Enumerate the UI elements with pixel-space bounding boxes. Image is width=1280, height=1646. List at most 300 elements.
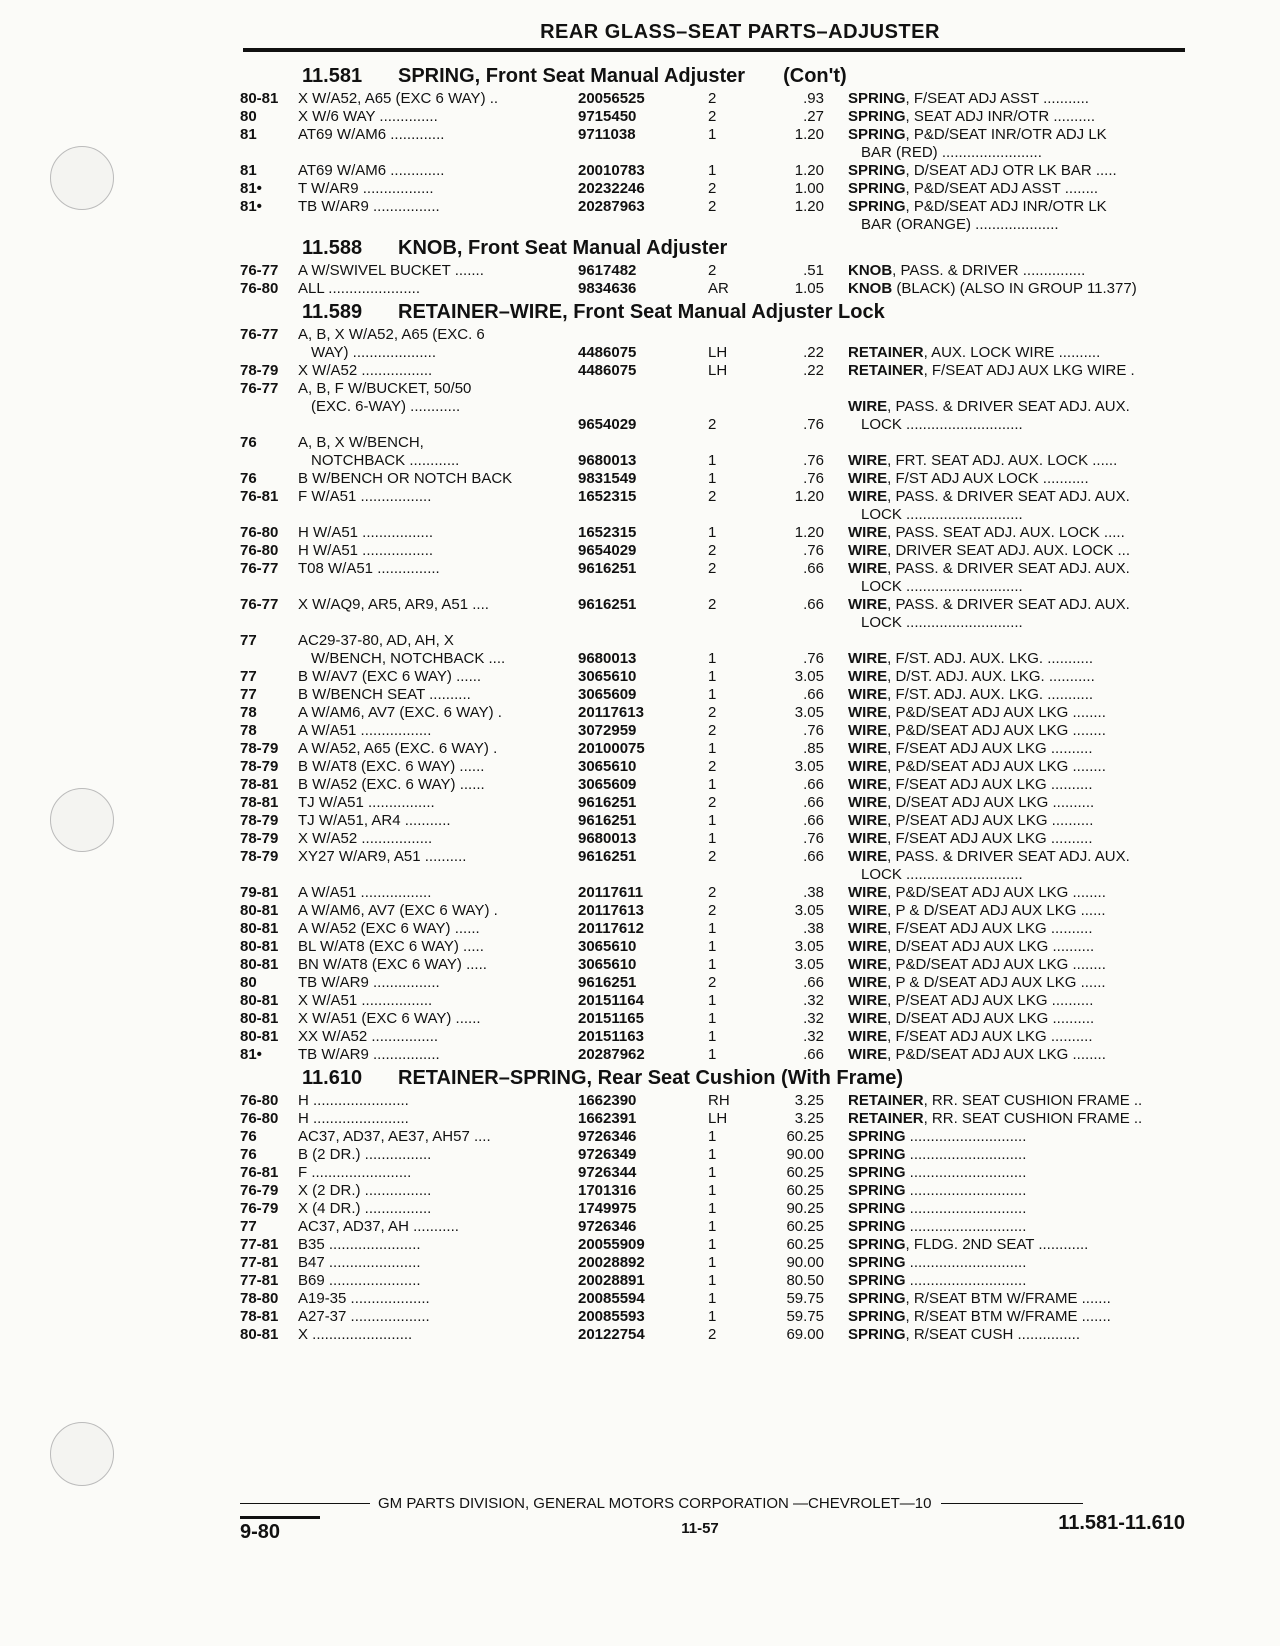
model-line: A W/A51 ................. [298,722,432,739]
column-gap [824,180,848,198]
model-year: 76-77 [240,326,279,343]
quantity: 1 [708,126,717,143]
model-year: 76 [240,434,257,451]
model-application [298,180,578,198]
quantity: 1 [708,668,717,685]
model-application [298,524,578,542]
price: .66 [803,1046,824,1063]
price: .32 [803,992,824,1009]
part-number: 9726346 [578,1128,637,1145]
description-keyword: WIRE [848,884,888,901]
model-line: F W/A51 ................. [298,488,432,505]
column-gap [824,1128,848,1146]
column-gap [824,938,848,956]
part-description [848,1272,1210,1290]
description-text: , PASS. & DRIVER ............... [892,262,1086,279]
column-gap [824,1010,848,1028]
model-line: X W/A51 (EXC 6 WAY) ...... [298,1010,481,1027]
price: .22 [803,362,824,379]
description-text: , F/SEAT ADJ AUX LKG .......... [887,740,1093,757]
price: 3.05 [794,938,824,955]
model-application [298,90,578,108]
model-application [298,848,578,884]
description-continuation: LOCK ............................ [861,578,1023,595]
model-line: A W/AM6, AV7 (EXC 6 WAY) . [298,902,498,919]
column-gap [824,362,848,380]
part-description [848,956,1210,974]
description-keyword: SPRING [848,1164,906,1181]
column-gap [824,1326,848,1344]
description-text: ............................ [905,1164,1027,1181]
description-text: , F/SEAT ADJ AUX LKG .......... [887,830,1093,847]
price: .76 [803,452,824,469]
model-line: AC37, AD37, AE37, AH57 .... [298,1128,491,1145]
part-description [848,380,1210,434]
part-description [848,524,1210,542]
description-text: , P&D/SEAT ADJ AUX LKG ........ [887,884,1106,901]
description-text: , PASS. & DRIVER SEAT ADJ. AUX. [887,596,1130,613]
description-keyword: WIRE [848,992,888,1009]
section-number: 11.588 [302,237,363,259]
description-keyword: WIRE [848,848,888,865]
description-keyword: WIRE [848,668,888,685]
description-line [848,1182,1210,1200]
description-keyword: WIRE [848,758,888,775]
footer-range: 11.581-11.610 [1058,1512,1185,1534]
model-line: T W/AR9 ................. [298,180,434,197]
quantity: LH [708,1110,728,1127]
section-11-588 [240,234,1190,298]
description-keyword: SPRING [848,90,906,107]
table-row [240,1236,1190,1254]
model-application [298,884,578,902]
part-number: 4486075 [578,344,637,361]
description-text: , F/ST. ADJ. AUX. LKG. ........... [887,650,1094,667]
part-description [848,1046,1210,1064]
part-number: 20151163 [578,1028,644,1045]
part-description [848,1254,1210,1272]
part-number: 20117613 [578,704,644,721]
description-line [848,884,1210,902]
model-application [298,812,578,830]
quantity: 2 [708,416,717,433]
description-line [848,1236,1210,1254]
model-line: A W/A52, A65 (EXC. 6 WAY) . [298,740,498,757]
description-line [848,90,1210,108]
description-text: , P&D/SEAT ADJ AUX LKG ........ [887,1046,1106,1063]
description-text: , PASS. & DRIVER SEAT ADJ. AUX. [887,560,1130,577]
description-keyword: WIRE [848,830,888,847]
model-year: 78-81 [240,794,279,811]
price: 3.25 [794,1110,824,1127]
model-application [298,668,578,686]
part-number: 9654029 [578,416,637,433]
price: 3.05 [794,668,824,685]
part-description [848,974,1210,992]
description-text: , F/SEAT ADJ AUX LKG WIRE . [923,362,1135,379]
price: 90.00 [786,1254,824,1271]
part-description [848,992,1210,1010]
footer-publisher-text: GM PARTS DIVISION, GENERAL MOTORS CORPORATION —CHEVROLET—10 [378,1495,932,1512]
table-row [240,938,1190,956]
table-row [240,542,1190,560]
table-row [240,974,1190,992]
description-keyword: KNOB [848,262,893,279]
column-gap [824,704,848,722]
model-application [298,1146,578,1164]
description-line [848,1308,1210,1326]
part-description [848,1236,1210,1254]
table-row [240,470,1190,488]
part-description [848,326,1210,362]
table-row [240,740,1190,758]
model-year: 78 [240,704,257,721]
price: 3.05 [794,956,824,973]
model-line: W/BENCH, NOTCHBACK .... [311,650,506,667]
model-line: X W/A52 ................. [298,830,433,847]
description-text: , P&D/SEAT ADJ INR/OTR LK [905,198,1107,215]
price: .32 [803,1010,824,1027]
part-description [848,198,1210,234]
model-year: 76-81 [240,488,279,505]
part-description [848,1128,1210,1146]
column-gap [824,830,848,848]
quantity: 1 [708,740,717,757]
description-keyword: WIRE [848,560,888,577]
table-row [240,280,1190,298]
description-keyword: SPRING [848,198,906,215]
part-number: 20028891 [578,1272,645,1289]
model-year: 77-81 [240,1272,279,1289]
part-number: 9617482 [578,262,637,279]
description-line [848,524,1210,542]
part-number: 20151165 [578,1010,644,1027]
description-line [848,470,1210,488]
model-application [298,776,578,794]
quantity: 2 [708,262,717,279]
description-text: , FLDG. 2ND SEAT ............ [905,1236,1089,1253]
column-gap [824,722,848,740]
description-keyword: WIRE [848,812,888,829]
model-year: 76-77 [240,560,279,577]
column-gap [824,108,848,126]
description-line [848,794,1210,812]
quantity: 1 [708,686,717,703]
model-application [298,1046,578,1064]
part-description [848,704,1210,722]
model-line: A W/SWIVEL BUCKET ....... [298,262,484,279]
part-description [848,162,1210,180]
description-line [848,704,1210,722]
description-keyword: SPRING [848,1236,906,1253]
model-year: 80-81 [240,938,279,955]
description-line [848,126,1210,144]
quantity: 1 [708,1028,717,1045]
table-row [240,362,1190,380]
description-keyword: RETAINER [848,1110,924,1127]
quantity: 1 [708,1272,717,1289]
part-number: 3065609 [578,686,637,703]
model-application [298,1326,578,1344]
description-keyword: SPRING [848,1308,906,1325]
column-gap [824,524,848,542]
description-text: ............................ [905,1218,1027,1235]
description-keyword: SPRING [848,1272,906,1289]
description-text: , D/SEAT ADJ OTR LK BAR ..... [905,162,1117,179]
description-text: , P & D/SEAT ADJ AUX LKG ...... [887,902,1106,919]
price: 3.05 [794,704,824,721]
model-year: 76-81 [240,1164,279,1181]
quantity: 2 [708,488,717,505]
section-number: 11.589 [302,301,363,323]
table-row [240,1218,1190,1236]
part-description [848,776,1210,794]
description-line [848,974,1210,992]
column-gap [824,1272,848,1290]
model-line: B35 ...................... [298,1236,421,1253]
description-line [848,362,1210,380]
model-line: H ....................... [298,1092,409,1109]
table-row [240,198,1190,234]
page-title: REAR GLASS–SEAT PARTS–ADJUSTER [540,21,940,43]
model-year: 76-80 [240,542,279,559]
quantity: 1 [708,1046,717,1063]
model-line: X W/AQ9, AR5, AR9, A51 .... [298,596,489,613]
description-keyword: WIRE [848,938,888,955]
column-gap [824,470,848,488]
description-line [848,108,1210,126]
model-line: B69 ...................... [298,1272,421,1289]
column-gap [824,1182,848,1200]
model-line: H W/A51 ................. [298,542,434,559]
part-number: 1701316 [578,1182,637,1199]
table-row [240,884,1190,902]
table-row [240,848,1190,884]
table-row [240,1110,1190,1128]
column-gap [824,1146,848,1164]
model-application [298,1110,578,1128]
price: .32 [803,1028,824,1045]
description-line [848,722,1210,740]
model-year: 80-81 [240,902,279,919]
description-keyword: WIRE [848,542,888,559]
model-year: 78-79 [240,758,279,775]
model-line: X ........................ [298,1326,413,1343]
description-text: , PASS. SEAT ADJ. AUX. LOCK ..... [887,524,1125,541]
part-number: 9680013 [578,650,637,667]
part-number: 20287963 [578,198,645,215]
column-gap [824,812,848,830]
description-line [848,162,1210,180]
quantity: 2 [708,90,717,107]
part-description [848,1010,1210,1028]
model-line: XX W/A52 ................ [298,1028,439,1045]
table-row [240,1182,1190,1200]
description-line [848,344,1210,362]
description-text: , F/ST. ADJ. AUX. LKG. ........... [887,686,1094,703]
model-line: X W/A52 ................. [298,362,433,379]
part-description [848,1110,1210,1128]
description-text: , F/SEAT ADJ AUX LKG .......... [887,1028,1093,1045]
table-row [240,380,1190,434]
table-row [240,1146,1190,1164]
model-year: 76-80 [240,1110,279,1127]
model-application [298,1290,578,1308]
part-number: 3065610 [578,668,637,685]
quantity: 2 [708,902,717,919]
model-line: A27-37 ................... [298,1308,430,1325]
description-keyword: KNOB [848,280,893,297]
quantity: 2 [708,1326,717,1343]
price: 3.05 [794,758,824,775]
price: .27 [803,108,824,125]
quantity: 1 [708,650,717,667]
model-line: B W/AV7 (EXC 6 WAY) ...... [298,668,482,685]
model-year: 80-81 [240,1010,279,1027]
description-line [848,812,1210,830]
section-title: RETAINER–SPRING, Rear Seat Cushion (With Frame) [398,1067,904,1089]
model-line: AT69 W/AM6 ............. [298,162,445,179]
model-application [298,596,578,632]
model-year: 80-81 [240,90,279,107]
model-application [298,1218,578,1236]
description-continuation: LOCK ............................ [861,866,1023,883]
model-line: B W/BENCH OR NOTCH BACK [298,470,513,487]
quantity: 1 [708,992,717,1009]
model-year: 81 [240,126,257,143]
description-text: , D/SEAT ADJ AUX LKG .......... [887,794,1095,811]
description-line [848,1254,1210,1272]
model-year: 78-79 [240,830,279,847]
price: 1.20 [794,126,824,143]
quantity: 2 [708,180,717,197]
table-row [240,560,1190,596]
model-application [298,974,578,992]
description-text: , D/SEAT ADJ AUX LKG .......... [887,1010,1095,1027]
model-line: A W/AM6, AV7 (EXC. 6 WAY) . [298,704,502,721]
model-line: A W/A51 ................. [298,884,432,901]
table-row [240,992,1190,1010]
price: 3.05 [794,902,824,919]
column-gap [824,902,848,920]
part-number: 9715450 [578,108,637,125]
quantity: 2 [708,974,717,991]
part-number: 3072959 [578,722,637,739]
table-row [240,776,1190,794]
description-line [848,1028,1210,1046]
description-text: , AUX. LOCK WIRE .......... [923,344,1101,361]
model-year: 80-81 [240,1326,279,1343]
column-gap [824,162,848,180]
model-year: 76 [240,470,257,487]
description-keyword: RETAINER [848,344,924,361]
description-line [848,280,1210,298]
description-text: , PASS. & DRIVER SEAT ADJ. AUX. [887,488,1130,505]
price: 1.20 [794,524,824,541]
column-gap [824,668,848,686]
model-year: 76-77 [240,262,279,279]
price: 59.75 [786,1290,824,1307]
part-number: 9616251 [578,848,637,865]
column-gap [824,1028,848,1046]
description-line [848,596,1210,614]
part-description [848,740,1210,758]
table-row [240,180,1190,198]
model-application [298,326,578,362]
table-row [240,794,1190,812]
part-description [848,1326,1210,1344]
column-gap [824,794,848,812]
model-application [298,794,578,812]
description-line [848,560,1210,578]
description-text: , R/SEAT BTM W/FRAME ....... [905,1290,1111,1307]
quantity: 1 [708,812,717,829]
quantity: 2 [708,758,717,775]
column-gap [824,992,848,1010]
model-year: 76 [240,1146,257,1163]
description-keyword: WIRE [848,686,888,703]
price: 1.00 [794,180,824,197]
quantity: LH [708,344,728,361]
price: .66 [803,812,824,829]
description-keyword: WIRE [848,902,888,919]
model-line: A, B, X W/BENCH, [298,434,424,451]
description-continuation: BAR (RED) ........................ [861,144,1042,161]
description-keyword: WIRE [848,650,888,667]
model-year: 76-79 [240,1182,279,1199]
part-number: 4486075 [578,362,637,379]
part-description [848,434,1210,470]
model-year: 76-77 [240,380,279,397]
quantity: 1 [708,470,717,487]
description-keyword: SPRING [848,1146,906,1163]
quantity: LH [708,362,728,379]
model-application [298,1272,578,1290]
model-year: 76-77 [240,596,279,613]
description-keyword: SPRING [848,1326,906,1343]
quantity: 2 [708,198,717,215]
description-keyword: WIRE [848,920,888,937]
description-line [848,1200,1210,1218]
model-year: 79-81 [240,884,279,901]
column-gap [824,560,848,596]
table-row [240,686,1190,704]
model-line: A19-35 ................... [298,1290,430,1307]
price: 69.00 [786,1326,824,1343]
quantity: 1 [708,162,717,179]
price: .76 [803,830,824,847]
model-line: BN W/AT8 (EXC 6 WAY) ..... [298,956,487,973]
quantity: 1 [708,1010,717,1027]
price: .66 [803,974,824,991]
model-line: B W/AT8 (EXC. 6 WAY) ...... [298,758,485,775]
model-year: 81 [240,162,257,179]
quantity: 1 [708,776,717,793]
price: 59.75 [786,1308,824,1325]
section-number: 11.610 [302,1067,363,1089]
model-application [298,470,578,488]
description-keyword: WIRE [848,974,888,991]
model-line: X (2 DR.) ................ [298,1182,432,1199]
description-text: (BLACK) (ALSO IN GROUP 11.377) [892,280,1137,297]
column-gap [824,776,848,794]
description-line [848,1010,1210,1028]
description-keyword: SPRING [848,1128,906,1145]
description-line [848,776,1210,794]
part-number: 20117613 [578,902,644,919]
description-text: , P/SEAT ADJ AUX LKG .......... [887,992,1094,1009]
model-application [298,758,578,776]
